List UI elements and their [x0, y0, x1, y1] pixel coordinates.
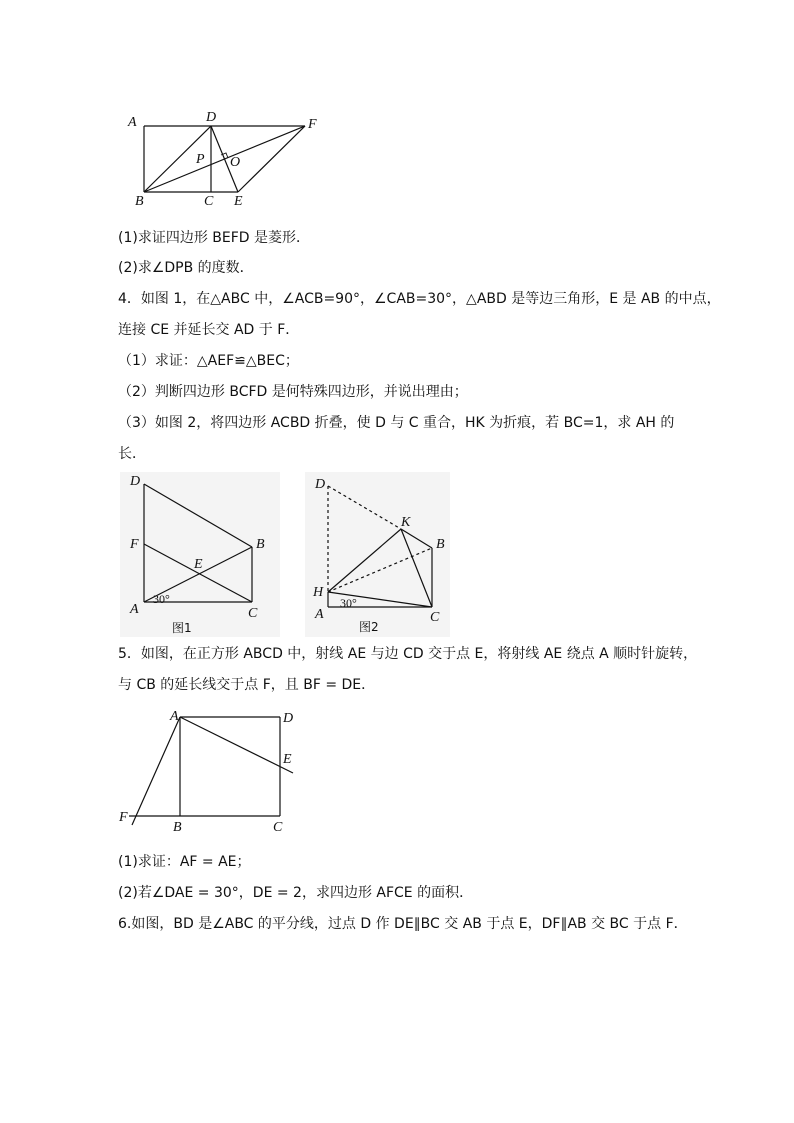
- problem6-stem: 6.如图，BD 是∠ABC 的平分线，过点 D 作 DE∥BC 交 AB 于点 E，DF∥AB 交 BC 于点 F．: [118, 916, 688, 932]
- fig5-label-F: F: [119, 810, 128, 825]
- fig2-label-B: B: [436, 537, 445, 552]
- label-A: A: [128, 115, 137, 130]
- problem4-figure1: [120, 472, 280, 637]
- problem4-q1: （1）求证：△AEF≌△BEC；: [118, 353, 299, 369]
- problem5-q1: (1)求证：AF = AE；: [118, 854, 251, 870]
- fig1-label-F: F: [130, 537, 139, 552]
- fig2-angle-label: 30°: [340, 596, 357, 610]
- fig1-label-C: C: [248, 606, 258, 621]
- fig5-label-A: A: [170, 709, 179, 724]
- fig5-label-B: B: [173, 820, 182, 835]
- problem3-q1: (1)求证四边形 BEFD 是菱形．: [118, 230, 311, 246]
- fig2-label-A: A: [315, 607, 324, 622]
- fig5-label-D: D: [283, 711, 294, 726]
- fig1-label-E: E: [194, 557, 203, 572]
- problem3-q2: (2)求∠DPB 的度数．: [118, 260, 254, 276]
- problem5-q2: (2)若∠DAE = 30°，DE = 2，求四边形 AFCE 的面积．: [118, 885, 474, 901]
- problem5-figure: [115, 703, 305, 838]
- fig2-label-H: H: [313, 585, 324, 600]
- fig1-caption: 图1: [172, 621, 192, 635]
- fig2-caption: 图2: [359, 620, 379, 634]
- problem4-q3-line1: （3）如图 2，将四边形 ACBD 折叠，使 D 与 C 重合，HK 为折痕，若 BC=1，求 AH 的: [118, 415, 675, 431]
- fig5-label-C: C: [273, 820, 283, 835]
- fig2-label-D: D: [315, 477, 326, 492]
- problem4-stem-line1: 4．如图 1，在△ABC 中，∠ACB=90°，∠CAB=30°，△ABD 是等边三角形，E 是 AB 的中点，: [118, 291, 721, 307]
- rhombus-figure: [120, 105, 330, 215]
- label-D: D: [206, 110, 217, 125]
- fig1-angle-label: 30°: [153, 592, 170, 606]
- label-B: B: [135, 194, 144, 209]
- label-F: F: [308, 117, 317, 132]
- problem4-q2: （2）判断四边形 BCFD 是何特殊四边形，并说出理由；: [118, 384, 468, 400]
- problem4-q3-line2: 长．: [118, 446, 146, 462]
- label-O: O: [230, 155, 241, 170]
- fig1-label-A: A: [130, 602, 139, 617]
- label-C: C: [204, 194, 214, 209]
- label-P: P: [196, 152, 205, 167]
- fig2-label-C: C: [430, 610, 440, 625]
- fig5-label-E: E: [283, 752, 292, 767]
- problem5-stem-line1: 5．如图，在正方形 ABCD 中，射线 AE 与边 CD 交于点 E，将射线 AE 绕点 A 顺时针旋转，: [118, 646, 698, 662]
- fig2-label-K: K: [401, 515, 411, 530]
- fig1-label-B: B: [256, 537, 265, 552]
- fig1-label-D: D: [130, 474, 141, 489]
- problem4-stem-line2: 连接 CE 并延长交 AD 于 F．: [118, 322, 300, 338]
- problem5-stem-line2: 与 CB 的延长线交于点 F，且 BF = DE．: [118, 677, 376, 693]
- problem4-figure2: [305, 472, 450, 637]
- label-E: E: [234, 194, 243, 209]
